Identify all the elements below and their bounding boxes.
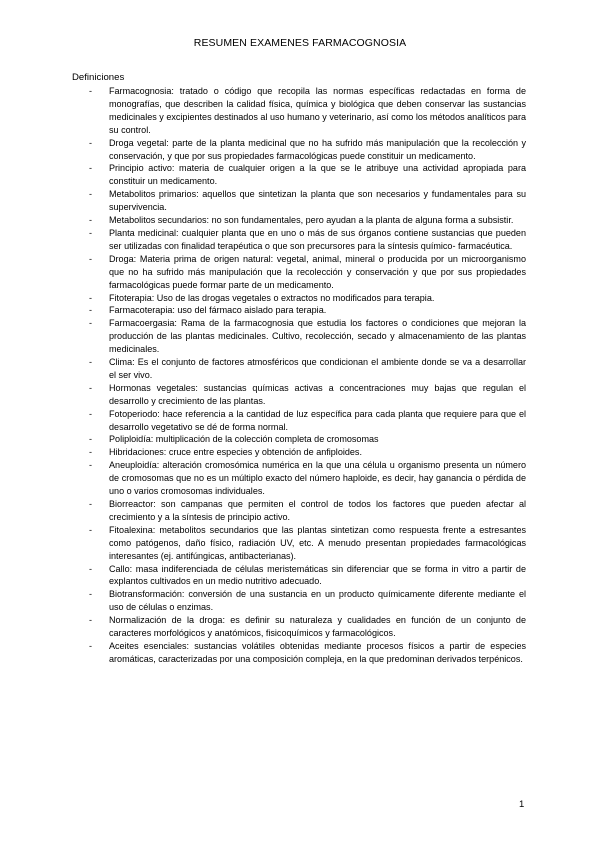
definition-item bbox=[0, 524, 600, 563]
bullet-dash: - bbox=[89, 640, 93, 651]
definition-item bbox=[0, 563, 600, 589]
bullet-dash: - bbox=[89, 137, 93, 148]
bullet-dash: - bbox=[89, 434, 93, 445]
bullet-dash: - bbox=[89, 499, 93, 509]
definition-text: Principio activo: materia de cualquier origen a la que se le atribuye una actividad apropiada para constituir un medicamento. bbox=[109, 163, 526, 187]
definition-item bbox=[0, 317, 600, 356]
definition-item bbox=[0, 382, 600, 408]
definition-text: Poliploidía: multiplicación de la colección completa de cromosomas bbox=[109, 434, 379, 445]
bullet-dash: - bbox=[89, 460, 93, 471]
bullet-dash: - bbox=[89, 253, 93, 264]
definition-text: Farmacoterapia: uso del fármaco aislado para terapia. bbox=[109, 305, 327, 316]
definition-text: Fitoterapia: Uso de las drogas vegetales o extractos no modificados para terapia. bbox=[109, 292, 435, 303]
page-number: 1 bbox=[519, 799, 525, 810]
document-title: RESUMEN EXAMENES FARMACOGNOSIA bbox=[193, 37, 407, 49]
definition-text: Clima: Es el conjunto de factores atmosféricos que condicionan el ambiente donde se va a desarrollar el ser vivo. bbox=[109, 357, 526, 380]
definition-item bbox=[0, 408, 600, 434]
definition-text: Fitoalexina: metabolitos secundarios que las plantas sintetizan como respuesta frente a estresantes como patógenos, daño físico, radiación UV, etc. A menudo presentan propiedades farmacológicas interesantes (ej. antifúngicas, antibacterianas). bbox=[109, 524, 526, 561]
section-heading: Definiciones bbox=[72, 72, 125, 83]
definition-item bbox=[0, 446, 600, 459]
definition-text: Hibridaciones: cruce entre especies y obtención de anfiploides. bbox=[109, 447, 362, 458]
definition-item bbox=[0, 85, 600, 137]
bullet-dash: - bbox=[89, 357, 93, 368]
definition-text: Callo: masa indiferenciada de células meristemáticas sin diferenciar que se forma in vitro a partir de explantos cultivados en un medio nutritivo adecuado. bbox=[109, 563, 526, 587]
definition-text: Droga: Materia prima de origen natural: vegetal, animal, mineral o producida por un microorganismo que no ha sufrido más manipulación que la recolección y conservación y que por sus propiedades farmacológicas puede formar parte de un medicamento. bbox=[109, 253, 526, 290]
definition-text: Planta medicinal: cualquier planta que en uno o más de sus órganos contiene sustancias que pueden ser utilizadas con finalidad terapéutica o que son precursores para la síntesis químico- farmacéutica. bbox=[109, 227, 526, 251]
definition-text: Metabolitos secundarios: no son fundamentales, pero ayudan a la planta de alguna forma a subsistir. bbox=[109, 215, 514, 226]
bullet-dash: - bbox=[89, 408, 93, 419]
definition-item bbox=[0, 292, 600, 305]
definition-text: Biotransformación: conversión de una sustancia en un producto químicamente diferente mediante el uso de células o enzimas. bbox=[109, 589, 526, 613]
bullet-dash: - bbox=[89, 305, 93, 316]
bullet-dash: - bbox=[89, 447, 93, 458]
definition-item bbox=[0, 162, 600, 188]
definition-item bbox=[0, 253, 600, 292]
definition-text: Fotoperiodo: hace referencia a la cantidad de luz específica para cada planta que requiere para que el desarrollo vegetativo se dé de forma normal. bbox=[109, 408, 526, 432]
definition-text: Aceites esenciales: sustancias volátiles obtenidas mediante procesos físicos a partir de especies aromáticas, caracterizadas por una composición compleja, en la que predominan derivados terpénicos. bbox=[109, 640, 526, 664]
definition-item bbox=[0, 433, 600, 446]
definition-item bbox=[0, 227, 600, 253]
bullet-dash: - bbox=[89, 589, 93, 600]
bullet-dash: - bbox=[89, 215, 93, 226]
definition-item bbox=[0, 214, 600, 227]
bullet-dash: - bbox=[89, 524, 93, 535]
bullet-dash: - bbox=[89, 163, 93, 174]
bullet-dash: - bbox=[89, 563, 93, 574]
definitions-list bbox=[0, 85, 600, 666]
definition-item bbox=[0, 498, 600, 524]
bullet-dash: - bbox=[89, 615, 93, 626]
definition-text: Farmacognosia: tratado o código que recopila las normas específicas redactadas en forma de monografías, que describen la calidad física, química y biológica que deben conservar las sustancias medicinales y excipientes destinados al uso humano y veterinario, así como los métodos analíticos para su control. bbox=[109, 86, 526, 135]
definition-item bbox=[0, 188, 600, 214]
definition-item bbox=[0, 459, 600, 498]
definition-text: Biorreactor: son campanas que permiten el control de todos los factores que pueden afectar al crecimiento y a la síntesis de principio activo. bbox=[109, 499, 526, 522]
definition-item bbox=[0, 137, 600, 163]
definition-text: Aneuploidía: alteración cromosómica numérica en la que una célula u organismo presenta un número de cromosomas que no es un múltiplo exacto del número haploide, es decir, hay ganancia o pérdida de uno o varios cromosomas individuales. bbox=[109, 460, 526, 497]
definition-text: Farmacoergasia: Rama de la farmacognosia que estudia los factores o condiciones que mejoran la producción de las plantas medicinales. Cultivo, recolección, secado y almacenamiento de las plantas medicinales. bbox=[109, 318, 526, 355]
definition-item bbox=[0, 614, 600, 640]
definition-item bbox=[0, 640, 600, 666]
bullet-dash: - bbox=[89, 382, 93, 393]
definition-item bbox=[0, 356, 600, 382]
bullet-dash: - bbox=[89, 86, 93, 96]
bullet-dash: - bbox=[89, 292, 93, 303]
definition-text: Normalización de la droga: es definir su naturaleza y cualidades en función de un conjunto de caracteres morfológicos y anatómicos, fisicoquímicos y farmacológicos. bbox=[109, 615, 526, 639]
definition-item bbox=[0, 304, 600, 317]
definition-text: Metabolitos primarios: aquellos que sintetizan la planta que son necesarios y fundamentales para su supervivencia. bbox=[109, 189, 526, 213]
bullet-dash: - bbox=[89, 227, 93, 238]
definition-item bbox=[0, 588, 600, 614]
definition-text: Droga vegetal: parte de la planta medicinal que no ha sufrido más manipulación que la recolección y conservación, y que por sus propiedades farmacológicas puede constituir un medicamento. bbox=[109, 137, 526, 161]
definition-text: Hormonas vegetales: sustancias químicas activas a concentraciones muy bajas que regulan el desarrollo y crecimiento de las plantas. bbox=[109, 382, 526, 406]
bullet-dash: - bbox=[89, 318, 93, 329]
bullet-dash: - bbox=[89, 189, 93, 200]
